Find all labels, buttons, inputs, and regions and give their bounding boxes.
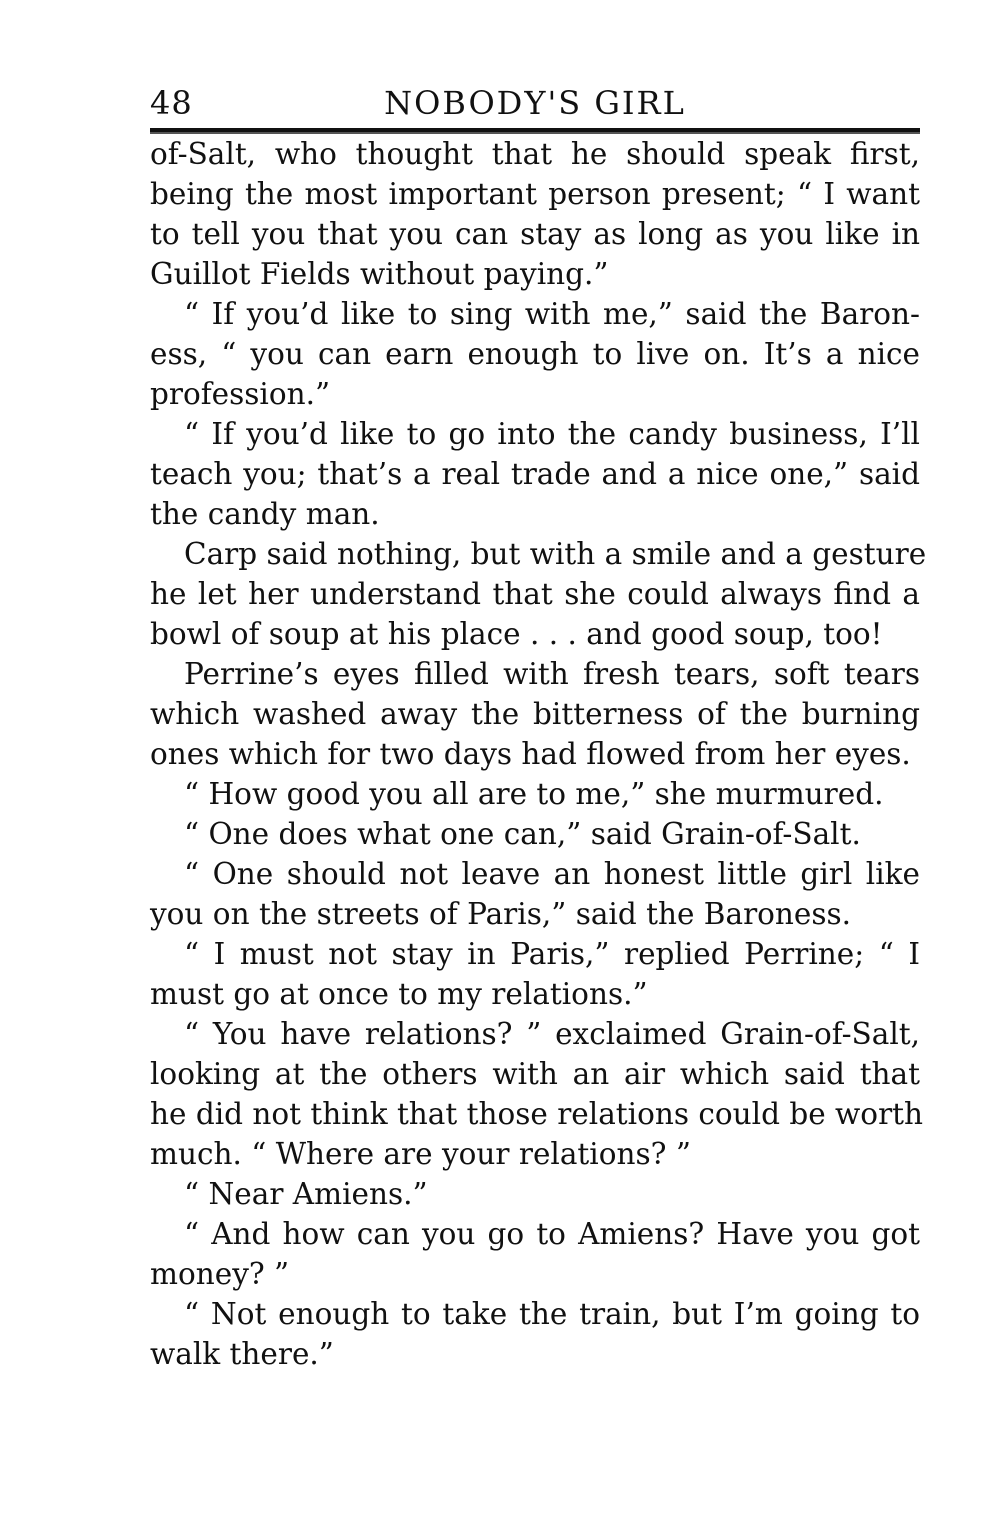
text-line: “ And how can you go to Amiens? Have you got <box>184 1217 920 1251</box>
text-line: Perrine’s eyes filled with fresh tears, soft tears <box>184 657 920 691</box>
text-line: “ If you’d like to sing with me,” said the Baron- <box>184 297 920 331</box>
text-line: “ One does what one can,” said Grain-of-Salt. <box>184 817 861 851</box>
text-line: must go at once to my relations.” <box>150 977 648 1011</box>
page-number: 48 <box>150 84 193 122</box>
text-line: which washed away the bitterness of the burning <box>150 697 920 731</box>
text-line: looking at the others with an air which said that <box>150 1057 920 1091</box>
text-line: ones which for two days had flowed from her eyes. <box>150 737 911 771</box>
text-line: the candy man. <box>150 497 380 531</box>
book-title: NOBODY'S GIRL <box>384 84 686 122</box>
text-line: much. “ Where are your relations? ” <box>150 1137 691 1171</box>
text-line: “ You have relations? ” exclaimed Grain-of-Salt, <box>184 1017 920 1051</box>
text-line: you on the streets of Paris,” said the Baroness. <box>150 897 852 931</box>
text-line: being the most important person present; “ I want <box>150 177 920 211</box>
text-line: he did not think that those relations could be worth <box>150 1097 924 1131</box>
text-line: “ If you’d like to go into the candy business, I’ll <box>184 417 920 451</box>
text-line: “ One should not leave an honest little girl like <box>184 857 920 891</box>
text-line: he let her understand that she could always find a <box>150 577 920 611</box>
text-line: profession.” <box>150 377 331 411</box>
text-line: “ I must not stay in Paris,” replied Perrine; “ I <box>184 937 920 971</box>
running-head <box>150 80 920 126</box>
text-line: “ Near Amiens.” <box>184 1177 428 1211</box>
text-line: Carp said nothing, but with a smile and a gesture <box>184 537 927 571</box>
text-line: “ How good you all are to me,” she murmured. <box>184 777 884 811</box>
text-line: “ Not enough to take the train, but I’m going to <box>184 1297 920 1331</box>
text-line: money? ” <box>150 1257 290 1291</box>
text-line: ess, “ you can earn enough to live on. It’s a nice <box>150 337 920 371</box>
text-line: walk there.” <box>150 1337 334 1371</box>
body-text <box>150 134 927 1374</box>
text-line: to tell you that you can stay as long as you like in <box>150 217 920 251</box>
text-line: Guillot Fields without paying.” <box>150 257 609 291</box>
text-line: teach you; that’s a real trade and a nice one,” said <box>150 457 920 491</box>
text-line: of-Salt, who thought that he should speak first, <box>150 137 920 171</box>
book-page <box>150 80 927 1374</box>
text-line: bowl of soup at his place . . . and good soup, too! <box>150 617 883 651</box>
